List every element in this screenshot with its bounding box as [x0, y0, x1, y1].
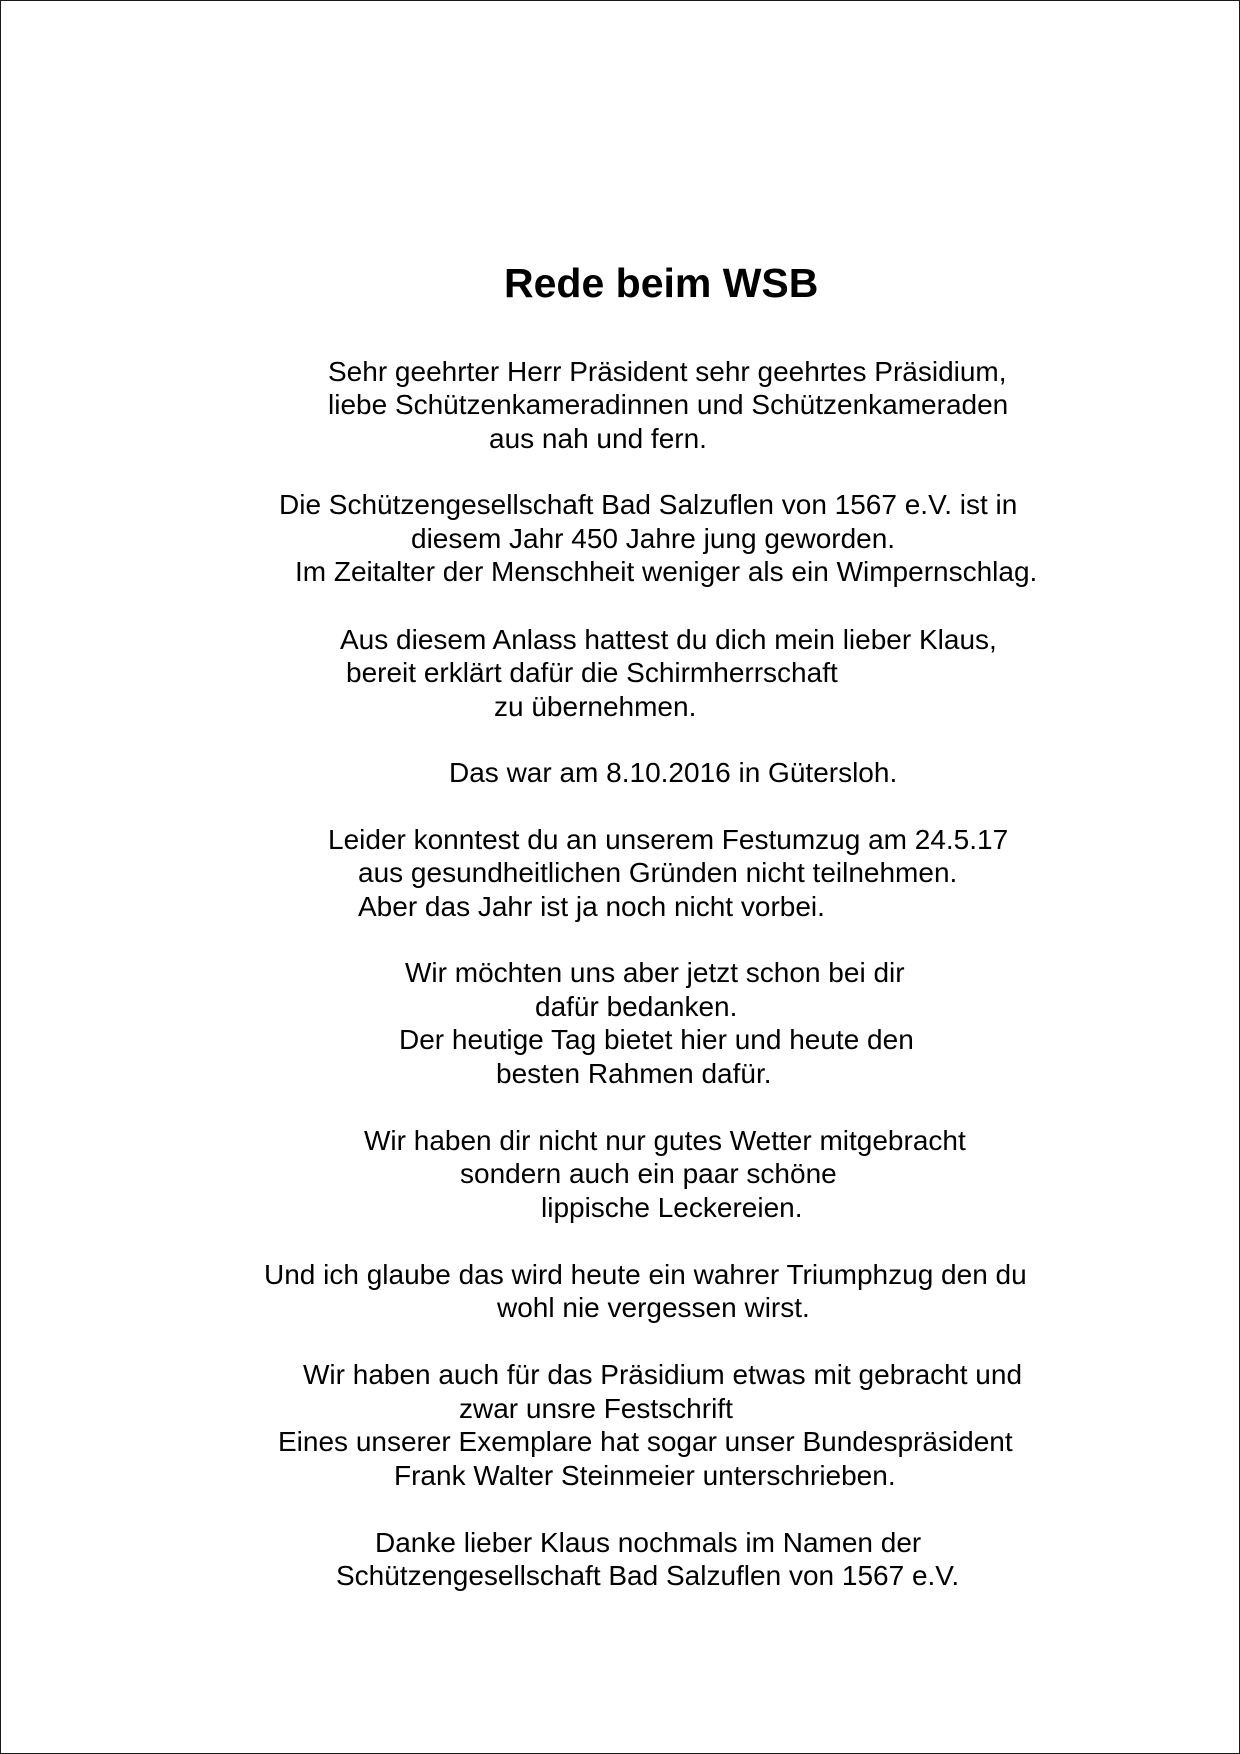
- speech-line: Frank Walter Steinmeier unterschrieben.: [394, 1460, 896, 1491]
- document-title: Rede beim WSB: [504, 260, 819, 306]
- speech-line: aus nah und fern.: [489, 423, 707, 454]
- speech-line: Aus diesem Anlass hattest du dich mein lieber Klaus,: [340, 624, 997, 655]
- speech-line: aus gesundheitlichen Gründen nicht teilnehmen.: [358, 857, 958, 888]
- speech-line: Die Schützengesellschaft Bad Salzuflen von 1567 e.V. ist in: [279, 489, 1018, 520]
- speech-line: Im Zeitalter der Menschheit weniger als ein Wimpernschlag.: [295, 556, 1038, 587]
- speech-line: Und ich glaube das wird heute ein wahrer Triumphzug den du: [264, 1259, 1027, 1290]
- speech-line: bereit erklärt dafür die Schirmherrschaft: [346, 657, 838, 688]
- speech-line: Eines unserer Exemplare hat sogar unser Bundespräsident: [278, 1426, 1013, 1457]
- speech-line: lippische Leckereien.: [541, 1192, 803, 1223]
- speech-line: Leider konntest du an unserem Festumzug am 24.5.17: [328, 824, 1009, 855]
- speech-line: besten Rahmen dafür.: [496, 1058, 772, 1089]
- speech-line: Wir haben auch für das Präsidium etwas mit gebracht und: [303, 1359, 1023, 1390]
- speech-line: liebe Schützenkameradinnen und Schützenkameraden: [328, 389, 1009, 420]
- speech-line: Schützengesellschaft Bad Salzuflen von 1567 e.V.: [336, 1560, 960, 1591]
- speech-line: dafür bedanken.: [535, 991, 738, 1022]
- speech-line: zwar unsre Festschrift: [459, 1393, 733, 1424]
- speech-line: Danke lieber Klaus nochmals im Namen der: [375, 1527, 922, 1558]
- speech-line: Wir haben dir nicht nur gutes Wetter mitgebracht: [364, 1125, 966, 1156]
- speech-line: Der heutige Tag bietet hier und heute den: [399, 1024, 914, 1055]
- speech-line: sondern auch ein paar schöne: [460, 1158, 837, 1189]
- speech-line: Das war am 8.10.2016 in Gütersloh.: [449, 757, 898, 788]
- speech-line: wohl nie vergessen wirst.: [497, 1292, 810, 1323]
- speech-line: Wir möchten uns aber jetzt schon bei dir: [405, 957, 905, 988]
- speech-line: diesem Jahr 450 Jahre jung geworden.: [411, 523, 896, 554]
- speech-line: Sehr geehrter Herr Präsident sehr geehrtes Präsidium,: [328, 356, 1007, 387]
- speech-line: Aber das Jahr ist ja noch nicht vorbei.: [358, 891, 825, 922]
- speech-line: zu übernehmen.: [494, 691, 697, 722]
